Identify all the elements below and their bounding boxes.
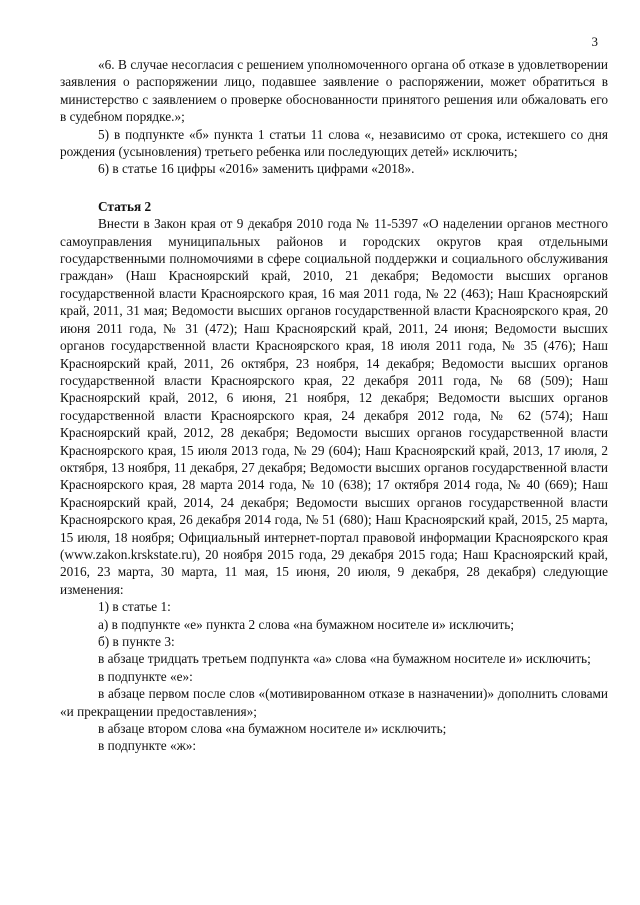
paragraph-subitem-a: а) в подпункте «е» пункта 2 слова «на бумажном носителе и» исключить; — [98, 616, 515, 632]
paragraph-abzac-33: в абзаце тридцать третьем подпункта «а» слова «на бумажном носителе и» исключить; — [98, 651, 591, 667]
paragraph-law-amendment: Внести в Закон края от 9 декабря 2010 года № 11-5397 «О наделении органов местного самоуправления муниципальных районов и городских округов края отдельными государственными полномочиями в сфере социальной поддержки и социального обслуживания граждан» (Наш Красноярский край, 2010, 21 декабря; Ведомости высших органов государственной власти Красноярского края, 16 мая 2011 года, № 22 (463); Наш Красноярский край, 2011, 31 мая; Ведомости высших органов государственной власти Красноярского края, 20 июня 2011 года, № 31 (472); Наш Красноярский край, 2011, 24 июня; Ведомости высших органов государственной власти Красноярского края, 18 июля 2011 года, № 35 (476); Наш Красноярский край, 2011, 26 октября, 23 ноября, 14 декабря; Ведомости высших органов государственной власти Красноярского края, 22 декабря 2011 года, № 68 (509); Наш Красноярский край, 2012, 6 июня, 21 ноября, 12 декабря; Ведомости высших органов государственной власти Красноярского края, 24 декабря 2012 года, № 62 (574); Наш Красноярский край, 2012, 28 декабря; Ведомости высших органов государственной власти Красноярского края, 15 июля 2013 года, № 29 (604); Наш Красноярский край, 2013, 17 июля, 2 октября, 13 ноября, 11 декабря, 27 декабря; Ведомости высших органов государственной власти Красноярского края, 28 марта 2014 года, № 10 (638); 17 октября 2014 года, № 40 (669); Наш Красноярский край, 2014, 24 декабря; Ведомости высших органов государственной власти Красноярского края, 26 декабря 2014 года, № 51 (680); Наш Красноярский край, 2015, 25 марта, 15 июля, 18 ноября; Официальный интернет-портал правовой информации Красноярского края (www.zakon.krskstate.ru), 20 ноября 2015 года, 29 декабря 2015 года; Наш Красноярский край, 2016, 23 марта, 30 марта, 11 мая, 15 июня, 20 июля, 9 декабря, 28 декабря) следующие изменения: — [60, 216, 608, 597]
paragraph-subitem-b: б) в пункте 3: — [98, 634, 175, 649]
page-number: 3 — [591, 34, 598, 49]
paragraph-subitem-e: в подпункте «е»: — [98, 668, 193, 684]
paragraph-abzac-first: в абзаце первом после слов «(мотивированном отказе в назначении)» дополнить словами «и прекращении предоставления»; — [60, 686, 608, 719]
section-gap — [60, 178, 608, 198]
paragraph-item-6: 6) в статье 16 цифры «2016» заменить цифрами «2018». — [98, 161, 415, 177]
paragraph-subitem-zh: в подпункте «ж»: — [98, 738, 197, 754]
article-heading: Статья 2 — [98, 198, 152, 214]
paragraph-article-1: 1) в статье 1: — [98, 599, 171, 615]
paragraph-appeal-clause: «6. В случае несогласия с решением уполномоченного органа об отказе в удовлетворении заявления о распоряжении лицо, подавшее заявление о распоряжении, может обратиться в министерство с заявлением о проверке обоснованности принятого решения или обжаловать его в судебном порядке.»; — [60, 57, 608, 125]
paragraph-item-5: 5) в подпункте «б» пункта 1 статьи 11 слова «, независимо от срока, истекшего со дня рождения (усыновления) третьего ребенка или последующих детей» исключить; — [60, 126, 608, 160]
document-body — [60, 56, 608, 755]
paragraph-abzac-second: в абзаце втором слова «на бумажном носителе и» исключить; — [98, 721, 447, 737]
